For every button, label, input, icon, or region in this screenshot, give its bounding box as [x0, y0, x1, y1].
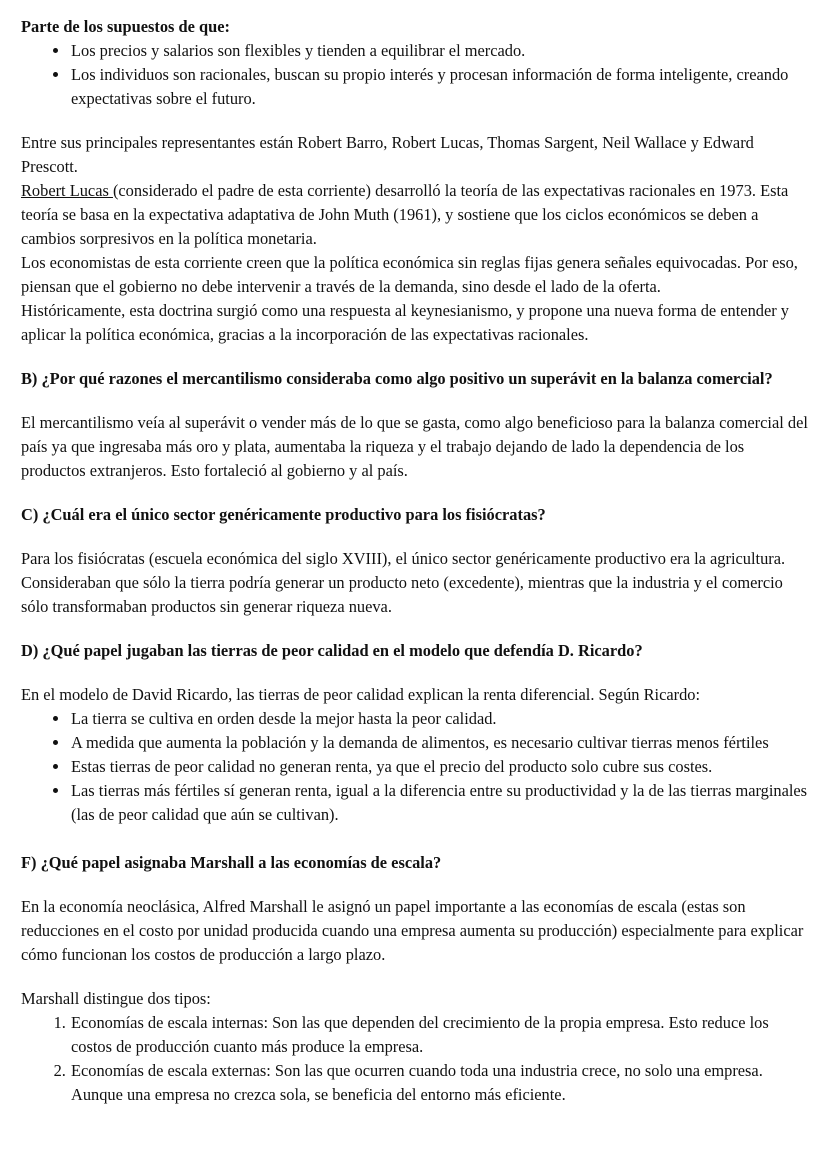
lucas-link[interactable]: Robert Lucas — [21, 181, 113, 200]
ricardo-bullet-list — [21, 707, 810, 827]
question-d: D) ¿Qué papel jugaban las tierras de peor calidad en el modelo que defendía D. Ricardo? — [21, 641, 643, 660]
history-paragraph: Históricamente, esta doctrina surgió como una respuesta al keynesianismo, y propone una nueva forma de entender y aplicar la política económica, gracias a la incorporación de las expectativas racionales. — [21, 301, 789, 344]
answer-f: En la economía neoclásica, Alfred Marshall le asignó un papel importante a las economías de escala (estas son reducciones en el costo por unidad producida cuando una empresa aumenta su producción) especialmente para explicar cómo funcionan los costos de producción a largo plazo. — [21, 897, 804, 964]
representatives-paragraph: Entre sus principales representantes están Robert Barro, Robert Lucas, Thomas Sargent, Neil Wallace y Edward Prescott. — [21, 133, 754, 176]
intro-heading: Parte de los supuestos de que: — [21, 17, 230, 36]
intro-bullet-list — [21, 39, 810, 111]
ricardo-bullet: • A medida que aumenta la población y la demanda de alimentos, es necesario cultivar tierras menos fértiles — [70, 731, 810, 755]
answer-b: El mercantilismo veía al superávit o vender más de lo que se gasta, como algo beneficioso para la balanza comercial del país ya que ingresaba más oro y plata, aumentaba la riqueza y el trabajo dejando de lado la dependencia de los productos extranjeros. Esto fortaleció al gobierno y al país. — [21, 413, 808, 480]
lucas-paragraph — [21, 179, 810, 251]
marshall-type-item: 2. Economías de escala externas: Son las que ocurren cuando toda una industria crece, no solo una empresa. Aunque una empresa no crezca sola, se beneficia del entorno más eficiente. — [70, 1059, 810, 1107]
lucas-paragraph-text: (considerado el padre de esta corriente) desarrolló la teoría de las expectativas racionales en 1973. Esta teoría se basa en la expectativa adaptativa de John Muth (1961), y sostiene que los ciclos económicos se deben a cambios sorpresivos en la política monetaria. — [21, 181, 789, 248]
question-b: B) ¿Por qué razones el mercantilismo consideraba como algo positivo un superávit en la balanza comercial? — [21, 369, 773, 388]
policy-paragraph: Los economistas de esta corriente creen que la política económica sin reglas fijas genera señales equivocadas. Por eso, piensan que el gobierno no debe intervenir a través de la demanda, sino desde el lado de la oferta. — [21, 253, 798, 296]
intro-bullet: • Los individuos son racionales, buscan su propio interés y procesan información de forma inteligente, creando expectativas sobre el futuro. — [70, 63, 810, 111]
answer-d-intro: En el modelo de David Ricardo, las tierras de peor calidad explican la renta diferencial. Según Ricardo: — [21, 685, 701, 704]
ricardo-bullet: • Las tierras más fértiles sí generan renta, igual a la diferencia entre su productividad y la de las tierras marginales (las de peor calidad que aún se cultivan). — [70, 779, 810, 827]
intro-bullet: • Los precios y salarios son flexibles y tienden a equilibrar el mercado. — [70, 39, 810, 63]
ricardo-bullet: • La tierra se cultiva en orden desde la mejor hasta la peor calidad. — [70, 707, 810, 731]
ricardo-bullet: • Estas tierras de peor calidad no generan renta, ya que el precio del producto solo cubre sus costes. — [70, 755, 810, 779]
question-c: C) ¿Cuál era el único sector genéricamente productivo para los fisiócratas? — [21, 505, 546, 524]
question-f: F) ¿Qué papel asignaba Marshall a las economías de escala? — [21, 853, 442, 872]
marshall-types-list — [21, 1011, 810, 1107]
marshall-type-item: 1. Economías de escala internas: Son las que dependen del crecimiento de la propia empresa. Esto reduce los costos de producción cuanto más produce la empresa. — [70, 1011, 810, 1059]
marshall-types-intro: Marshall distingue dos tipos: — [21, 989, 211, 1008]
answer-c: Para los fisiócratas (escuela económica del siglo XVIII), el único sector genéricamente productivo era la agricultura. Consideraban que sólo la tierra podría generar un producto neto (excedente), mientras que la industria y el comercio sólo transformaban productos sin generar riqueza nueva. — [21, 549, 786, 616]
